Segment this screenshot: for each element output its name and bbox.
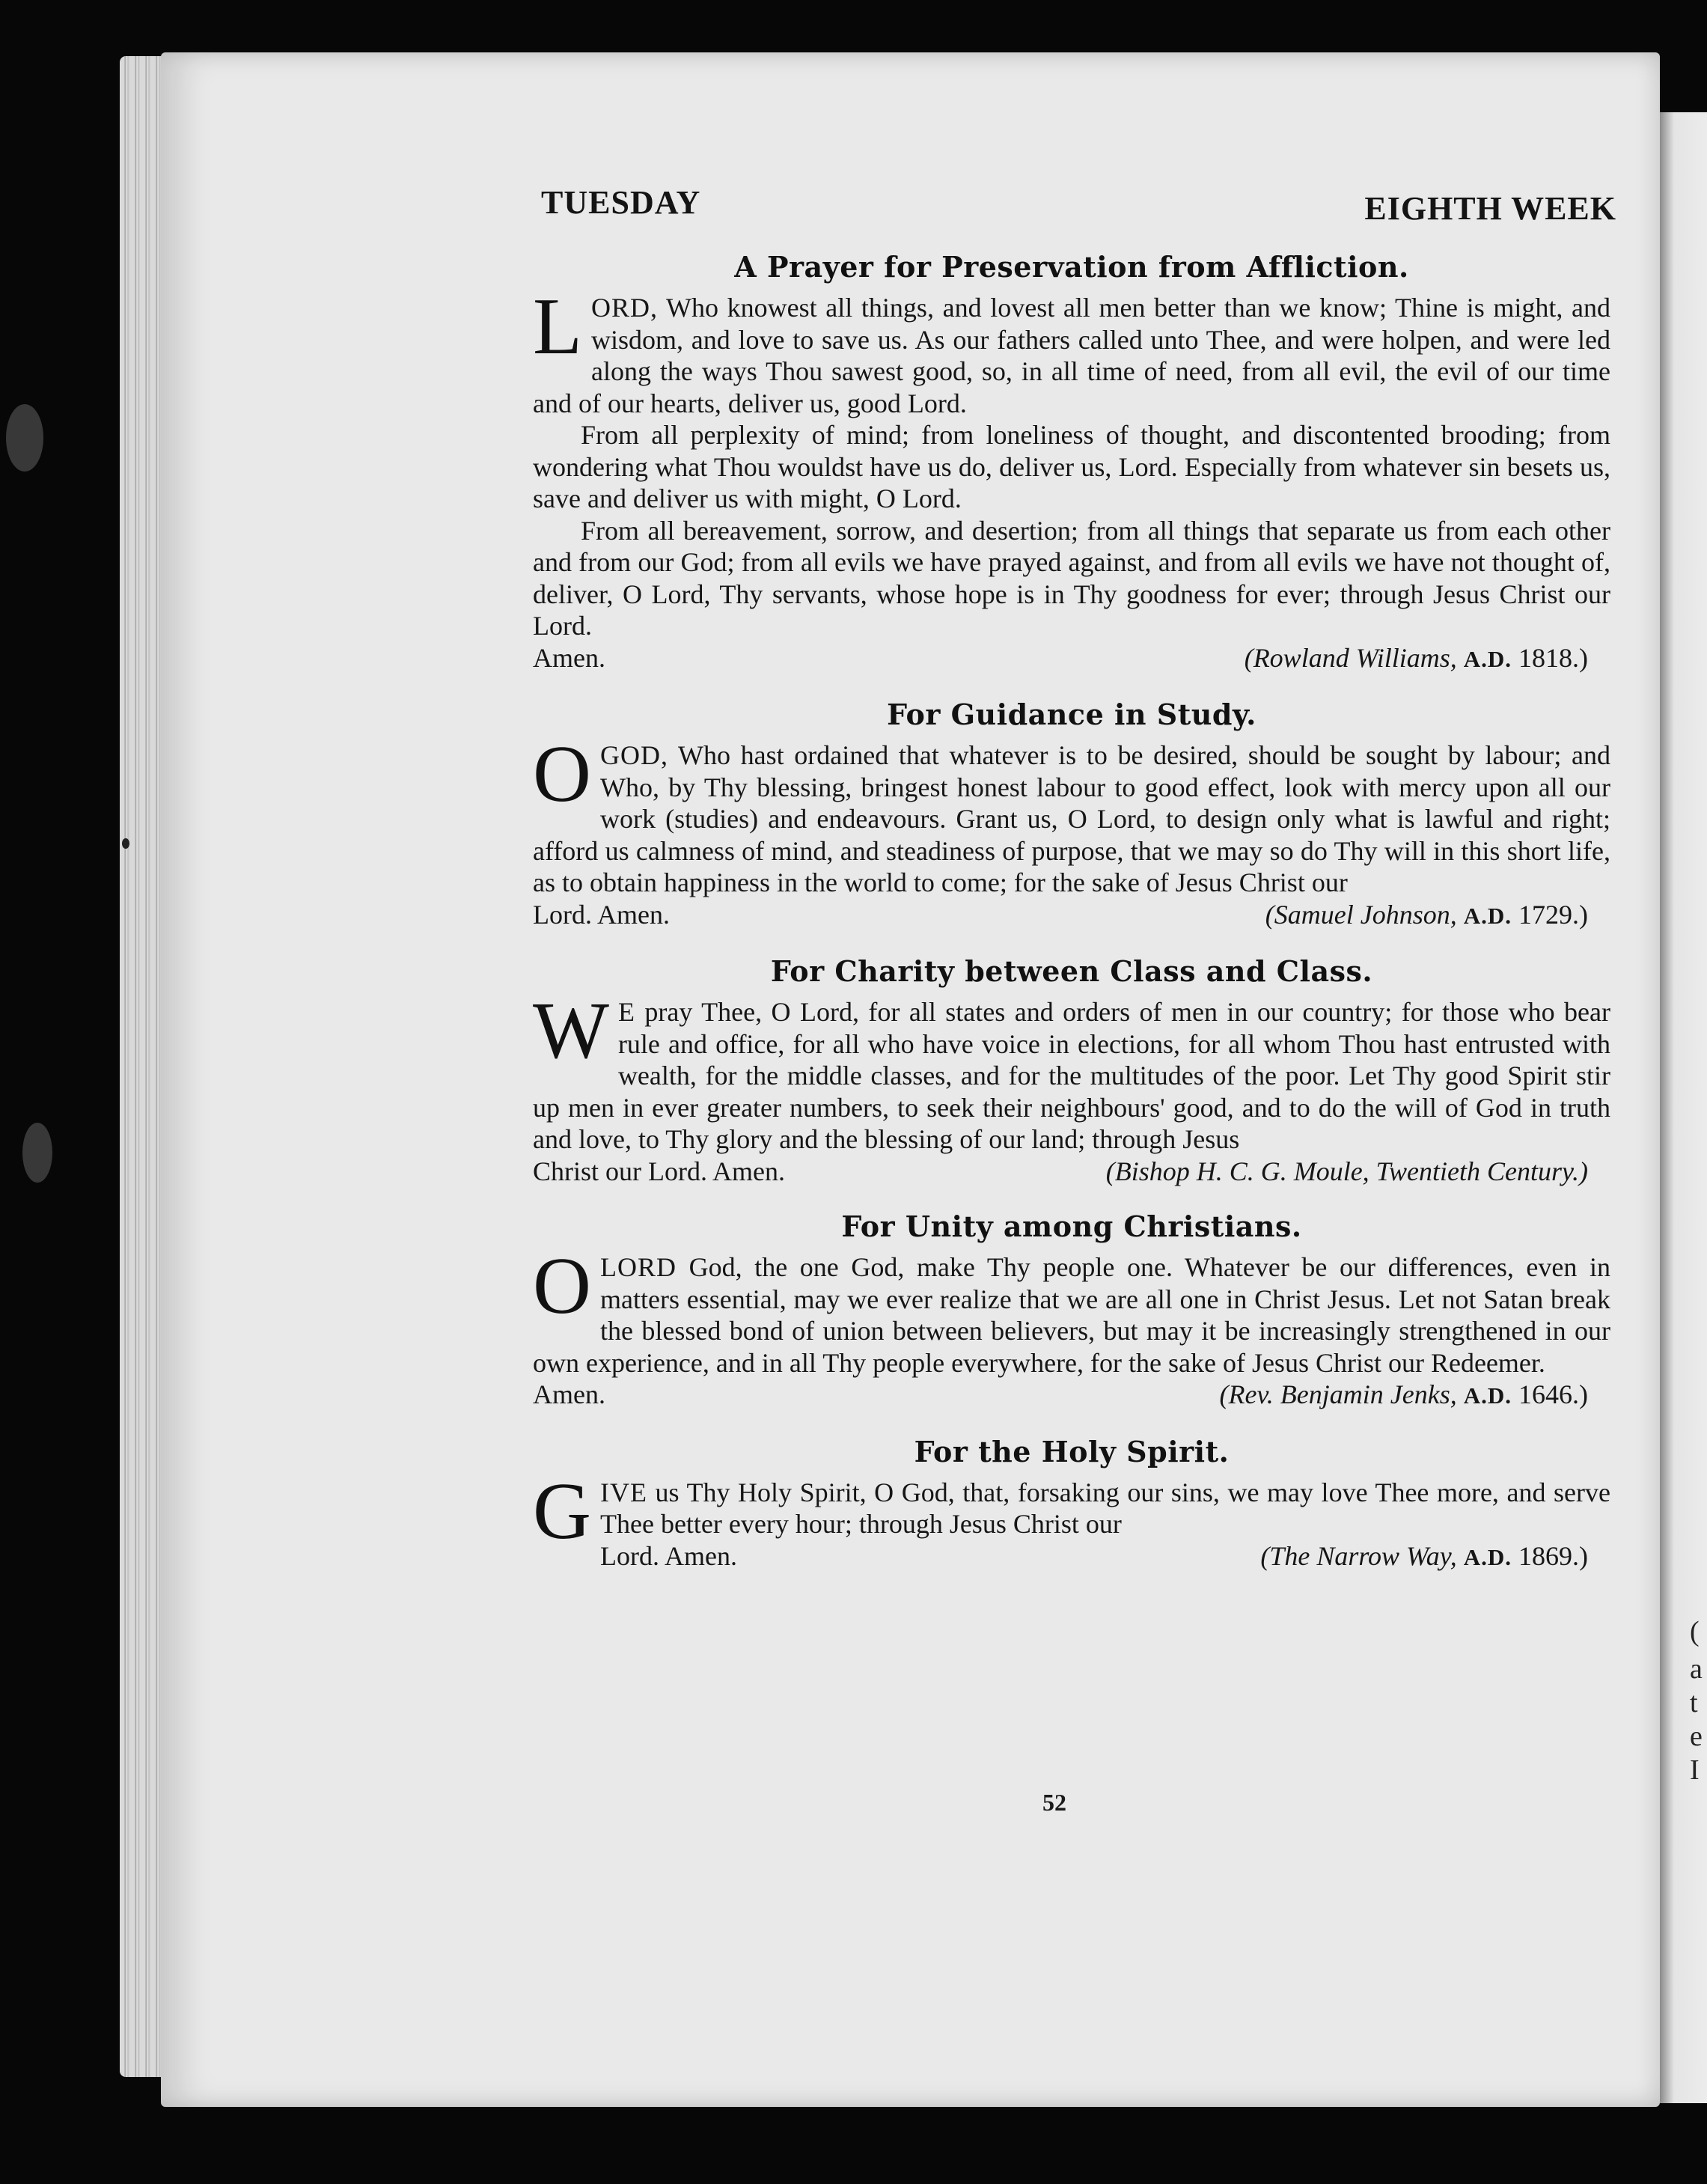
- attribution-name: (The Narrow Way,: [1260, 1540, 1457, 1571]
- prayer-preservation: [533, 247, 1610, 675]
- page-number: 52: [1042, 1789, 1066, 1816]
- lead-word: E: [617, 997, 635, 1027]
- paragraph-text: pray Thee, O Lord, for all states and orders of men in our country; for those who bear rule and office, for all who have voice in elections, for all whom Thou hast entrusted with wealth, for the middle classes, and for the multitudes of the poor. Let Thy good Spirit stir up men in ever greater numbers, to seek their neighbours' good, and to do the will of God in truth and love, to Thy glory and the blessing of our land; through Jesus: [533, 997, 1610, 1154]
- prayer-unity: [533, 1207, 1610, 1412]
- header-week: EIGHTH WEEK: [1364, 190, 1616, 227]
- attribution-name: (Bishop H. C. G. Moule, Twentieth Century.): [1105, 1156, 1588, 1186]
- attribution-year: 1818.): [1518, 642, 1588, 673]
- closing-line: [533, 1156, 1610, 1188]
- prayer-paragraph: From all perplexity of mind; from loneliness of thought, and discontented brooding; from wondering what Thou wouldst have us do, deliver us, Lord. Especially from whatever sin besets us, save and deliver us with might, O Lord.: [533, 420, 1610, 513]
- amen: Lord. Amen.: [600, 1540, 737, 1571]
- prayer-title: For Unity among Christians.: [841, 1210, 1302, 1243]
- prayer-paragraph: [533, 1242, 1610, 1379]
- attribution: [1265, 899, 1610, 933]
- amen: Amen.: [533, 642, 605, 673]
- prayer-paragraph: From all bereavement, sorrow, and desertion; from all things that separate us from each other and from our God; from all evils we have prayed against, and from all evils we have not thought of, deliver, O Lord, Thy servants, whose hope is in Thy goodness for ever; through Jesus Christ our Lord.: [533, 515, 1610, 641]
- attribution-year: 1869.): [1518, 1540, 1588, 1571]
- drop-cap: O: [533, 1242, 591, 1331]
- attribution-year: 1646.): [1518, 1379, 1588, 1409]
- paragraph-text: us Thy Holy Spirit, O God, that, forsaking our sins, we may love Thee more, and serve Thee better every hour; through Jesus Christ our: [600, 1477, 1610, 1539]
- running-header: [541, 183, 1616, 228]
- prayer-holy-spirit: [533, 1432, 1610, 1574]
- scan-blot: [22, 1123, 52, 1183]
- paragraph-text: God, the one God, make Thy people one. Whatever be our differences, even in matters essential, may we ever realize that we are all one in Christ Jesus. Let not Satan break the blessed bond of union between believers, but may it be increasingly strengthened in our own experience, and in all Thy people everywhere, for the sake of Jesus Christ our Redeemer.: [533, 1252, 1610, 1378]
- attribution-name: (Samuel Johnson,: [1265, 899, 1457, 930]
- prayer-guidance-study: [533, 695, 1610, 932]
- drop-cap: G: [533, 1466, 591, 1556]
- prayer-title: A Prayer for Preservation from Affliction.: [734, 250, 1409, 284]
- attribution: [1260, 1540, 1610, 1574]
- next-page-fragment: t: [1690, 1687, 1698, 1718]
- prayer-title: For the Holy Spirit.: [914, 1434, 1230, 1468]
- next-page-fragment: a: [1690, 1653, 1703, 1685]
- amen: Amen.: [533, 1379, 605, 1409]
- next-page-fragment: e: [1690, 1721, 1703, 1752]
- drop-cap: W: [533, 986, 609, 1076]
- attribution-era: A.D.: [1463, 1543, 1512, 1570]
- next-page-fragment: I: [1690, 1754, 1700, 1786]
- closing-line: [533, 899, 1610, 933]
- prayer-paragraph: [533, 986, 1610, 1156]
- attribution: [1245, 642, 1610, 676]
- attribution: [1220, 1379, 1610, 1412]
- prayer-title: For Charity between Class and Class.: [770, 954, 1373, 988]
- closing-line: [600, 1540, 1610, 1574]
- attribution-year: 1729.): [1518, 899, 1588, 930]
- closing-line: [533, 1379, 1610, 1412]
- lead-word: IVE: [600, 1477, 647, 1507]
- drop-cap: O: [533, 730, 591, 819]
- prayer-paragraph: [533, 282, 1610, 419]
- lead-word: LORD: [600, 1252, 677, 1282]
- attribution-name: (Rev. Benjamin Jenks,: [1219, 1379, 1457, 1409]
- paragraph-text: Who knowest all things, and lovest all men better than we know; Thine is might, and wisdom, and love to save us. As our fathers called unto Thee, and were holpen, and were led along the ways Thou sawest good, so, in all time of need, from all evil, the evil of our time and of our hearts, deliver us, good Lord.: [533, 293, 1610, 418]
- attribution-era: A.D.: [1463, 902, 1512, 929]
- lead-word: ORD,: [590, 293, 658, 323]
- attribution: [1106, 1156, 1610, 1188]
- amen: Christ our Lord. Amen.: [533, 1156, 785, 1186]
- next-page-fragment: (: [1690, 1616, 1700, 1647]
- closing-line: [533, 642, 1610, 676]
- lead-word: GOD,: [600, 740, 668, 770]
- prayer-paragraph: [533, 730, 1610, 899]
- prayer-charity: [533, 951, 1610, 1187]
- attribution-name: (Rowland Williams,: [1244, 642, 1457, 673]
- attribution-era: A.D.: [1463, 645, 1512, 672]
- attribution-era: A.D.: [1463, 1382, 1512, 1409]
- prayer-title: For Guidance in Study.: [887, 698, 1256, 731]
- scan-blot: [6, 404, 43, 472]
- header-day: TUESDAY: [541, 184, 701, 221]
- next-page-edge: [1660, 112, 1707, 2103]
- page-content: [533, 247, 1610, 1593]
- scan-speck: [122, 838, 129, 849]
- drop-cap: L: [533, 282, 582, 371]
- amen: Lord. Amen.: [533, 899, 670, 930]
- paragraph-text: Who hast ordained that whatever is to be desired, should be sought by labour; and Who, by Thy blessing, bringest honest labour to good effect, look with mercy upon all our work (studies) and endeavours. Grant us, O Lord, to design only what is lawful and right; afford us calmness of mind, and steadiness of purpose, that we may so do Thy will in this short life, as to obtain happiness in the world to come; for the sake of Jesus Christ our: [533, 740, 1610, 897]
